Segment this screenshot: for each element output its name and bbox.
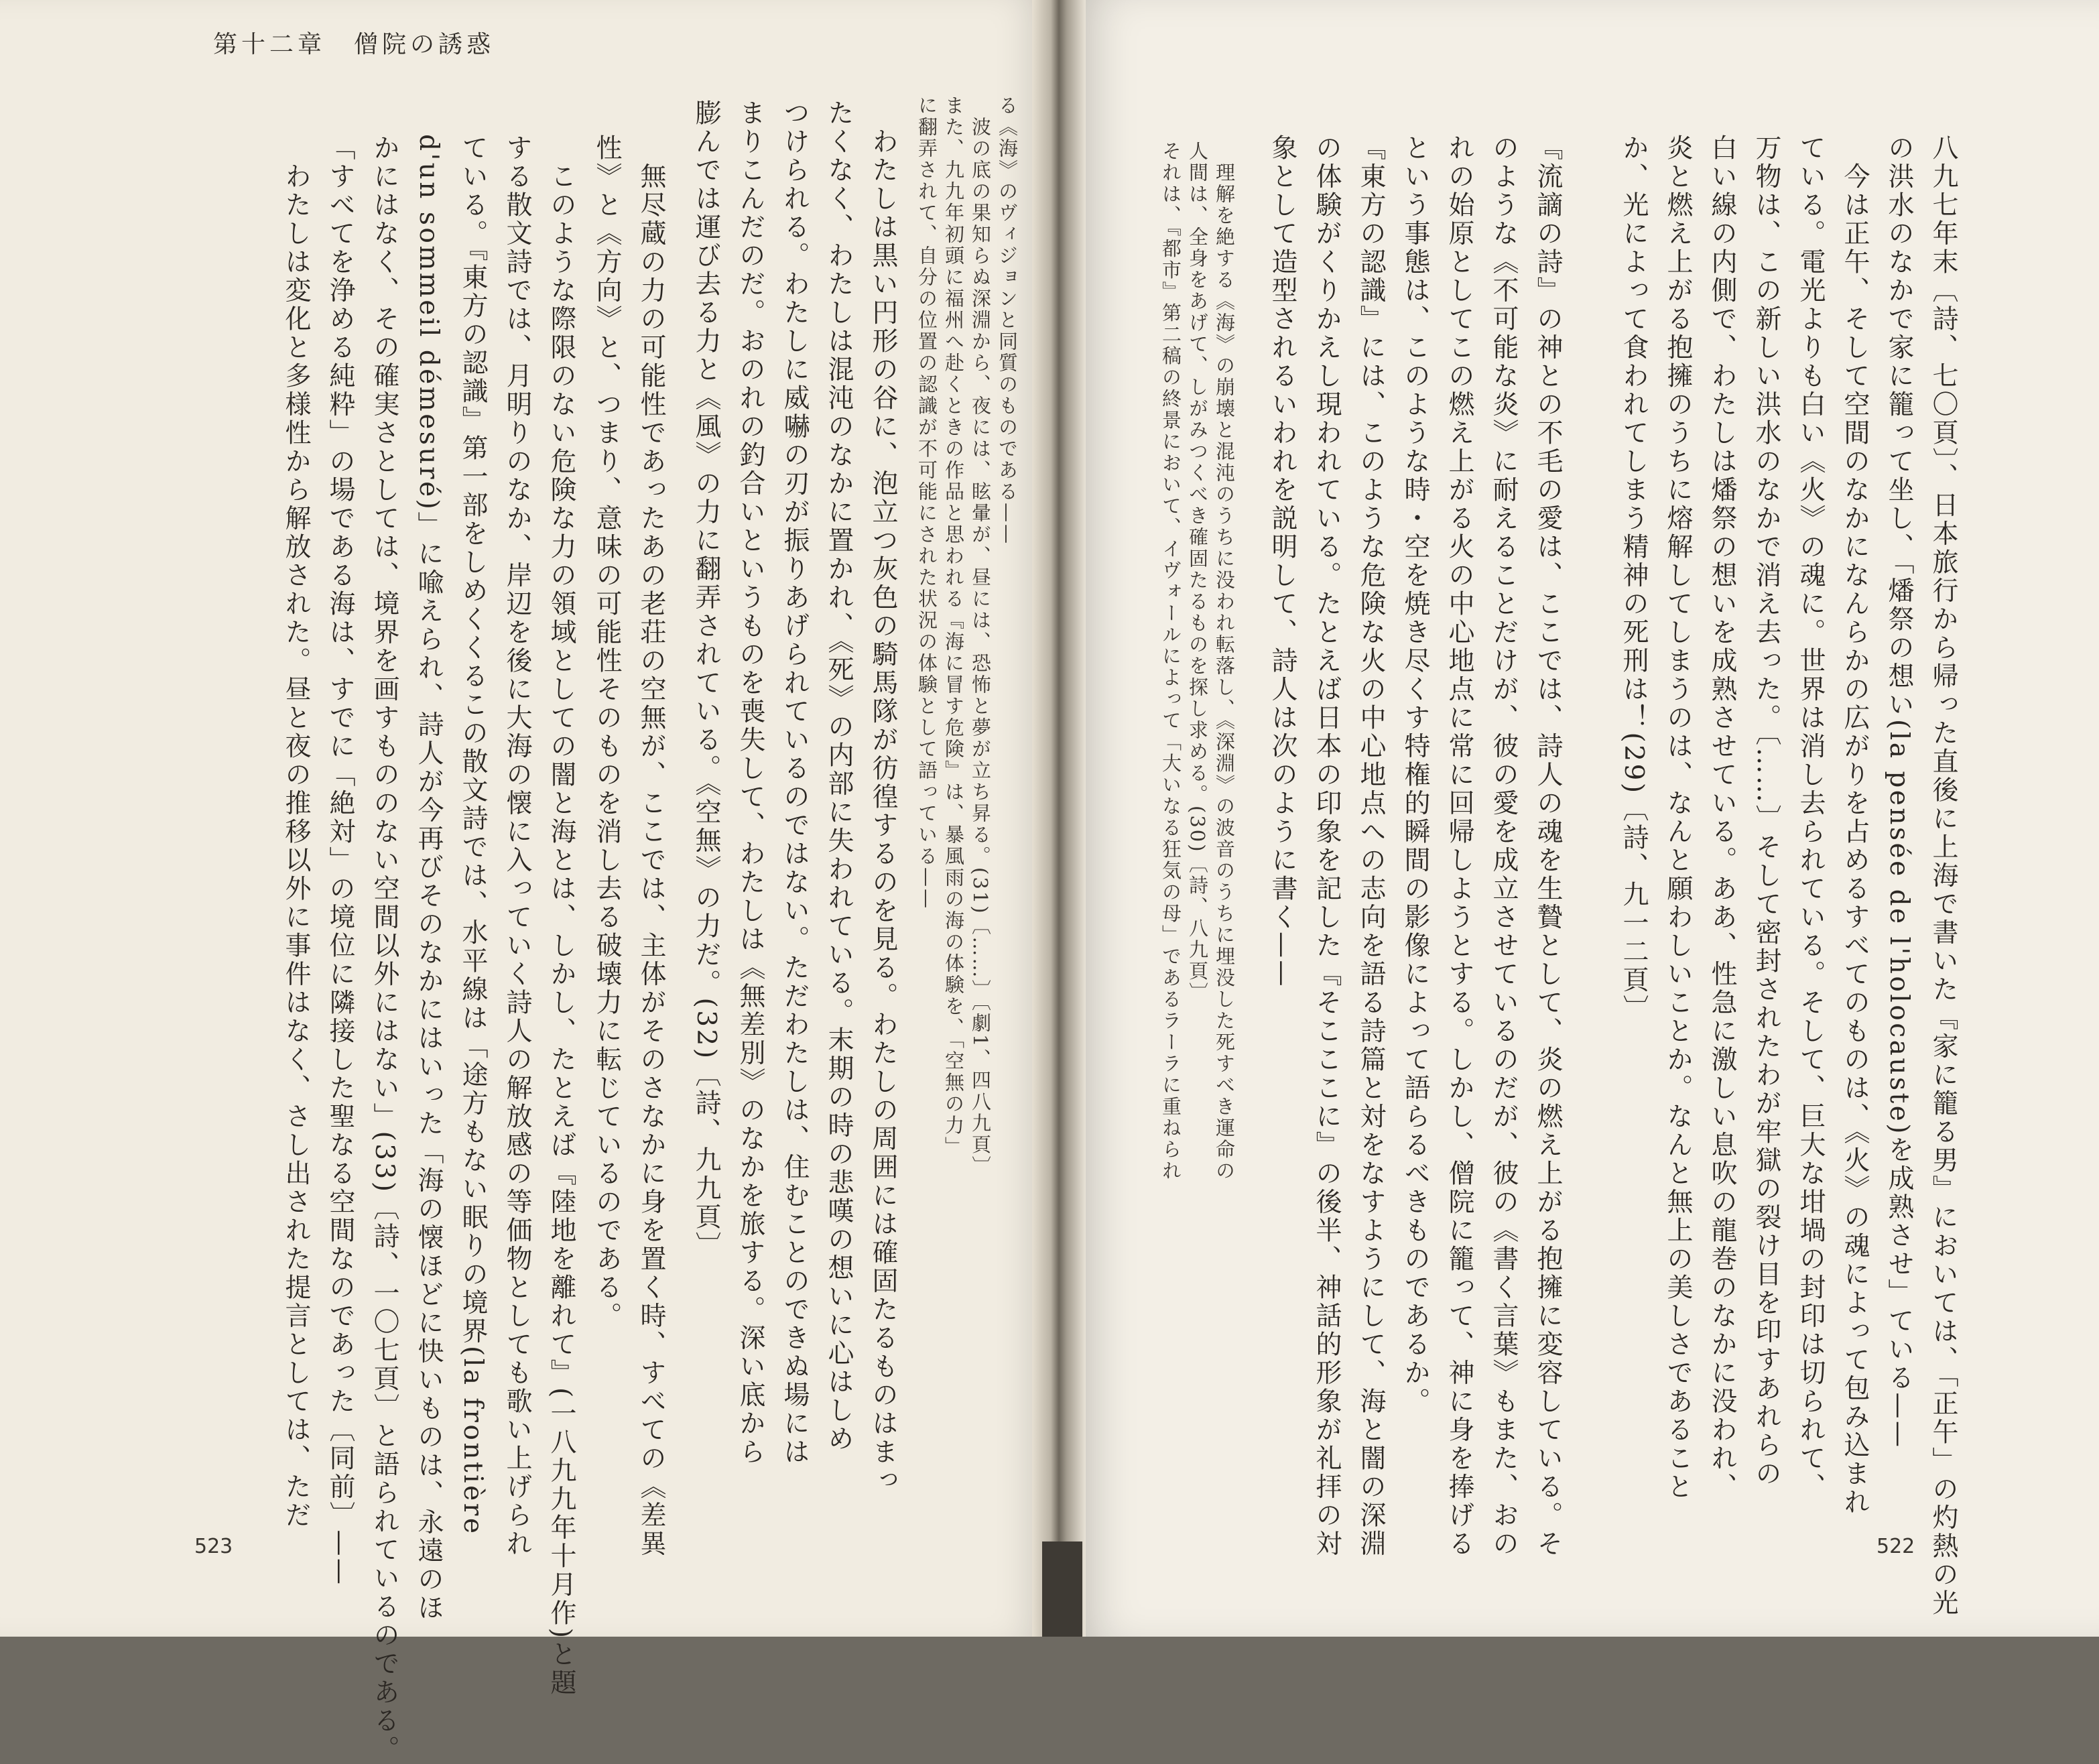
right-text-column: の体験がくりかえし現われている。たとえば日本の印象を記した『そこここに』の後半、神話的形象が礼拝の対 [1312,134,1342,1558]
left-text-column: かにはなく、その確実さとしては、境界を画すもののない空間以外にはない」(33)〔詩、一〇七頁〕と語られているのである。 [369,134,399,1764]
right-text-column: 『流謫の詩』の神との不毛の愛は、ここでは、詩人の魂を生贄として、炎の燃え上がる抱擁に変容している。そ [1533,134,1563,1558]
left-text-column: ている。『東方の認識』第一部をしめくくるこの散文詩では、水平線は「途方もない眠りの境界(la frontière [458,134,488,1536]
left-text-column: たくなく、わたしは混沌のなかに置かれ、《死》の内部に失われている。末期の時の悲嘆の想いに心はしめ [824,99,854,1454]
left-text-column: 膨んでは運び去る力と《風》の力に翻弄されている。《空無》の力だ。(32)〔詩、九九頁〕 [691,99,721,1261]
right-text-column: 白い線の内側で、わたしは燔祭の想いを成熟させている。ああ、性急に激しい息吹の龍巻のなかに没われ、 [1707,134,1737,1501]
book-gutter [1032,0,1086,1637]
right-text-column: それは、『都市』第二稿の終景において、イヴォールによって「大いなる狂気の母」であるラーラに重ねられ [1159,141,1182,1182]
right-text-column: か、光によって食われてしまう精神の死刑は！(29)〔詩、九一二頁〕 [1618,134,1649,1023]
left-text-column: また、九九年初頭に福州へ赴くときの作品と思われる『海に冒す危険』は、暴風雨の海の体験を、「空無の力」 [942,95,965,1158]
left-text-column: 性》と《方向》と、つまり、意味の可能性そのものを消し去る破壊力に転じているのである。 [592,134,622,1330]
left-text-column: わたしは黒い円形の谷に、泡立つ灰色の騎馬隊が彷徨するのを見る。わたしの周囲には確固たるものはまっ [868,99,898,1495]
right-text-column: 炎と燃え上がる抱擁のうちに熔解してしまうのは、なんと願わしいことか。なんと無上の美しさであること [1663,134,1693,1501]
left-text-column: d'un sommeil démesuré)」に喩えられ、詩人が今再びそのなかにはいった「海の懐ほどに快いものは、永遠のほ [414,134,444,1623]
left-page-number: 523 [194,1535,233,1558]
right-text-column: のような《不可能な炎》に耐えることだけが、彼の愛を成立させているのだが、彼の《書く言葉》もまた、おの [1488,134,1519,1558]
right-text-column: 人間は、全身をあげて、しがみつくべき確固たるものを探し求める。(30)〔詩、八九頁〕 [1186,141,1209,1004]
left-text-column: する散文詩では、月明りのなか、岸辺を後に大海の懐に入っていく詩人の解放感の等価物としても歌い上げられ [502,134,532,1558]
right-page-number: 522 [1877,1535,1915,1558]
left-text-column: 無尽蔵の力の可能性であったあの老荘の空無が、ここでは、主体がそのさなかに身を置く時、すべての《差異 [636,134,666,1558]
right-text-column: という事態は、このような時・空を焼き尽くす特権的瞬間の影像によって語らるべきものであるか。 [1400,134,1430,1416]
left-text-column: 波の底の果知らぬ深淵から、夜には、眩暈が、昼には、恐怖と夢が立ち昇る。(31)〔……〕〔劇1、四八九頁〕 [969,95,992,1178]
right-text-column: 『東方の認識』には、このような危険な火の中心地点への志向を語る詩篇と対をなすようにして、海と闇の深淵 [1356,134,1386,1558]
chapter-header: 第十二章 僧院の誘惑 [213,31,495,58]
right-text-column: ている。電光よりも白い《火》の魂に。世界は消し去られている。そして、巨大な坩堝の封印は切られて、 [1795,134,1826,1501]
right-text-column: 理解を絶する《海》の崩壊と混沌のうちに没われ転落し、《深淵》の波音のうちに埋没した死すべき運命の [1213,141,1236,1182]
right-text-column: 八九七年末〔詩、七〇頁〕、日本旅行から帰った直後に上海で書いた『家に籠る男』においては、「正午」の灼熱の光 [1928,134,1958,1618]
left-text-column: 「すべてを浄める純粋」の場である海は、すでに「絶対」の境位に隣接した聖なる空間なのであった〔同前〕—— [325,134,355,1587]
right-text-column: の洪水のなかで家に籠って坐し、「燔祭の想い(la pensée de l'holocauste)を成熟させ」ている—— [1884,134,1914,1450]
left-text-column: つけられる。わたしに威嚇の刃が振りあげられているのではない。ただわたしは、住むことのできぬ場には [779,99,810,1466]
right-text-column: 今は正午、そして空間のなかになんらかの広がりを占めるすべてのものは、《火》の魂によって包み込まれ [1840,134,1870,1517]
right-text-column: れの始原としてこの燃え上がる火の中心地点に常に回帰しようとする。しかし、僧院に籠って、神に身を捧げる [1444,134,1474,1558]
left-text-column: このような際限のない危険な力の領域としての闇と海とは、しかし、たとえば『陸地を離れて』(一八九九年十月作)と題 [546,134,576,1698]
book-spine-shadow [1042,1541,1082,1637]
right-text-column: 万物は、この新しい洪水のなかで消え去った。〔……〕そして密封されたわが牢獄の裂け目を印すあれらの [1751,134,1781,1489]
left-text-column: まりこんだのだ。おのれの釣合いというものを喪失して、わたしは《無差別》のなかを旅する。深い底から [735,99,765,1466]
left-text-column: わたしは変化と多様性から解放された。昼と夜の推移以外に事件はなく、さし出された提言としては、ただ [281,134,311,1530]
right-text-column: 象として造型されるいわれを説明して、詩人は次のように書く—— [1267,134,1297,989]
left-text-column: に翻弄されて、自分の位置の認識が不可能にされた状況の体験として語っている—— [915,95,938,910]
left-text-column: る《海》のヴィジョンと同質のものである—— [996,95,1019,546]
